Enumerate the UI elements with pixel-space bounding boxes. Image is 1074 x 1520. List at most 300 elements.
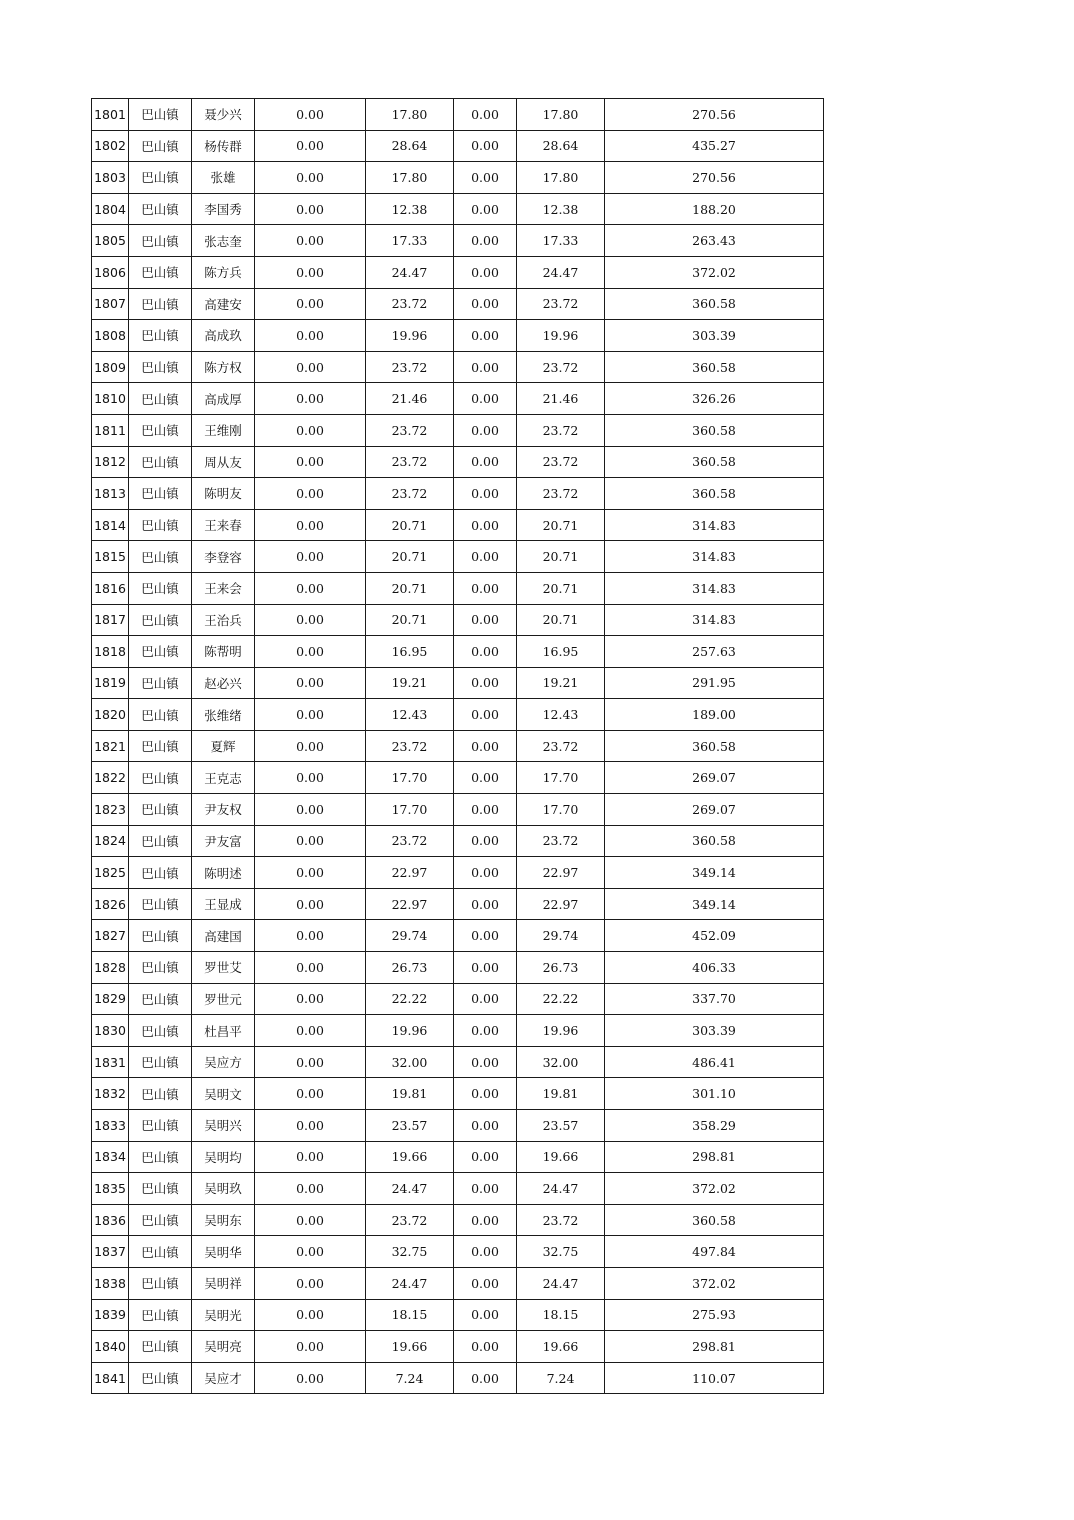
- value-col2-cell: 24.47: [366, 1173, 454, 1205]
- name-cell: 吴明祥: [192, 1267, 255, 1299]
- value-col4-cell: 22.97: [517, 857, 605, 889]
- town-cell: 巴山镇: [129, 920, 192, 952]
- row-number: 1805: [92, 225, 129, 257]
- value-col1-cell: 0.00: [255, 762, 366, 794]
- value-col4-cell: 23.72: [517, 288, 605, 320]
- row-number: 1806: [92, 256, 129, 288]
- town-cell: 巴山镇: [129, 1046, 192, 1078]
- value-col3-cell: 0.00: [454, 888, 517, 920]
- value-col4-cell: 19.96: [517, 320, 605, 352]
- value-col3-cell: 0.00: [454, 857, 517, 889]
- name-cell: 王来会: [192, 572, 255, 604]
- value-col3-cell: 0.00: [454, 288, 517, 320]
- value-col4-cell: 19.21: [517, 667, 605, 699]
- name-cell: 张维绪: [192, 699, 255, 731]
- row-number: 1834: [92, 1141, 129, 1173]
- value-col3-cell: 0.00: [454, 952, 517, 984]
- value-col2-cell: 23.72: [366, 730, 454, 762]
- name-cell: 尹友权: [192, 794, 255, 826]
- value-col1-cell: 0.00: [255, 383, 366, 415]
- amount-cell: 372.02: [605, 1173, 824, 1205]
- table-row: [92, 509, 824, 541]
- value-col1-cell: 0.00: [255, 1141, 366, 1173]
- name-cell: 高建安: [192, 288, 255, 320]
- value-col2-cell: 24.47: [366, 256, 454, 288]
- row-number: 1820: [92, 699, 129, 731]
- value-col2-cell: 12.43: [366, 699, 454, 731]
- table-row: [92, 1173, 824, 1205]
- value-col3-cell: 0.00: [454, 1204, 517, 1236]
- value-col3-cell: 0.00: [454, 794, 517, 826]
- name-cell: 张志奎: [192, 225, 255, 257]
- town-cell: 巴山镇: [129, 162, 192, 194]
- value-col3-cell: 0.00: [454, 1015, 517, 1047]
- value-col3-cell: 0.00: [454, 414, 517, 446]
- amount-cell: 372.02: [605, 256, 824, 288]
- value-col4-cell: 22.97: [517, 888, 605, 920]
- value-col2-cell: 17.80: [366, 162, 454, 194]
- value-col4-cell: 17.70: [517, 794, 605, 826]
- town-cell: 巴山镇: [129, 1236, 192, 1268]
- value-col1-cell: 0.00: [255, 1204, 366, 1236]
- value-col3-cell: 0.00: [454, 193, 517, 225]
- value-col2-cell: 17.70: [366, 794, 454, 826]
- name-cell: 尹友富: [192, 825, 255, 857]
- value-col1-cell: 0.00: [255, 1110, 366, 1142]
- table-row: [92, 1267, 824, 1299]
- name-cell: 高成厚: [192, 383, 255, 415]
- value-col4-cell: 23.72: [517, 730, 605, 762]
- table-row: [92, 1078, 824, 1110]
- value-col1-cell: 0.00: [255, 193, 366, 225]
- value-col2-cell: 7.24: [366, 1362, 454, 1394]
- value-col4-cell: 24.47: [517, 1267, 605, 1299]
- value-col1-cell: 0.00: [255, 414, 366, 446]
- value-col4-cell: 23.72: [517, 351, 605, 383]
- value-col2-cell: 20.71: [366, 541, 454, 573]
- amount-cell: 372.02: [605, 1267, 824, 1299]
- town-cell: 巴山镇: [129, 888, 192, 920]
- row-number: 1838: [92, 1267, 129, 1299]
- town-cell: 巴山镇: [129, 225, 192, 257]
- name-cell: 陈明述: [192, 857, 255, 889]
- table-row: [92, 762, 824, 794]
- value-col1-cell: 0.00: [255, 730, 366, 762]
- value-col4-cell: 20.71: [517, 572, 605, 604]
- amount-cell: 360.58: [605, 288, 824, 320]
- town-cell: 巴山镇: [129, 509, 192, 541]
- value-col1-cell: 0.00: [255, 604, 366, 636]
- name-cell: 高建国: [192, 920, 255, 952]
- name-cell: 陈明友: [192, 478, 255, 510]
- amount-cell: 360.58: [605, 825, 824, 857]
- value-col1-cell: 0.00: [255, 1046, 366, 1078]
- value-col2-cell: 22.97: [366, 857, 454, 889]
- town-cell: 巴山镇: [129, 667, 192, 699]
- table-row: [92, 1141, 824, 1173]
- row-number: 1828: [92, 952, 129, 984]
- town-cell: 巴山镇: [129, 572, 192, 604]
- value-col3-cell: 0.00: [454, 572, 517, 604]
- value-col4-cell: 23.72: [517, 478, 605, 510]
- amount-cell: 486.41: [605, 1046, 824, 1078]
- value-col2-cell: 23.57: [366, 1110, 454, 1142]
- value-col2-cell: 19.66: [366, 1141, 454, 1173]
- value-col1-cell: 0.00: [255, 572, 366, 604]
- table-row: [92, 825, 824, 857]
- value-col2-cell: 22.22: [366, 983, 454, 1015]
- value-col4-cell: 17.80: [517, 162, 605, 194]
- row-number: 1807: [92, 288, 129, 320]
- row-number: 1819: [92, 667, 129, 699]
- amount-cell: 189.00: [605, 699, 824, 731]
- table-body: [92, 99, 824, 1394]
- value-col4-cell: 17.80: [517, 99, 605, 131]
- name-cell: 赵必兴: [192, 667, 255, 699]
- value-col3-cell: 0.00: [454, 636, 517, 668]
- name-cell: 周从友: [192, 446, 255, 478]
- value-col1-cell: 0.00: [255, 1299, 366, 1331]
- data-table: [91, 98, 824, 1394]
- value-col3-cell: 0.00: [454, 1267, 517, 1299]
- value-col1-cell: 0.00: [255, 888, 366, 920]
- value-col2-cell: 19.21: [366, 667, 454, 699]
- amount-cell: 360.58: [605, 730, 824, 762]
- amount-cell: 301.10: [605, 1078, 824, 1110]
- name-cell: 吴明玖: [192, 1173, 255, 1205]
- amount-cell: 314.83: [605, 509, 824, 541]
- row-number: 1840: [92, 1331, 129, 1363]
- value-col2-cell: 23.72: [366, 414, 454, 446]
- town-cell: 巴山镇: [129, 541, 192, 573]
- amount-cell: 298.81: [605, 1141, 824, 1173]
- table-row: [92, 193, 824, 225]
- table-row: [92, 446, 824, 478]
- row-number: 1837: [92, 1236, 129, 1268]
- table-row: [92, 1299, 824, 1331]
- value-col2-cell: 19.96: [366, 1015, 454, 1047]
- value-col2-cell: 23.72: [366, 1204, 454, 1236]
- value-col3-cell: 0.00: [454, 478, 517, 510]
- town-cell: 巴山镇: [129, 478, 192, 510]
- name-cell: 吴应方: [192, 1046, 255, 1078]
- value-col3-cell: 0.00: [454, 1078, 517, 1110]
- table-row: [92, 1331, 824, 1363]
- row-number: 1802: [92, 130, 129, 162]
- amount-cell: 360.58: [605, 351, 824, 383]
- value-col2-cell: 29.74: [366, 920, 454, 952]
- value-col2-cell: 17.70: [366, 762, 454, 794]
- amount-cell: 314.83: [605, 572, 824, 604]
- amount-cell: 257.63: [605, 636, 824, 668]
- name-cell: 杜昌平: [192, 1015, 255, 1047]
- amount-cell: 298.81: [605, 1331, 824, 1363]
- value-col2-cell: 19.81: [366, 1078, 454, 1110]
- value-col4-cell: 19.81: [517, 1078, 605, 1110]
- value-col1-cell: 0.00: [255, 99, 366, 131]
- value-col4-cell: 23.72: [517, 1204, 605, 1236]
- name-cell: 高成玖: [192, 320, 255, 352]
- town-cell: 巴山镇: [129, 825, 192, 857]
- value-col4-cell: 17.33: [517, 225, 605, 257]
- value-col4-cell: 19.96: [517, 1015, 605, 1047]
- value-col2-cell: 19.66: [366, 1331, 454, 1363]
- amount-cell: 360.58: [605, 446, 824, 478]
- value-col3-cell: 0.00: [454, 351, 517, 383]
- town-cell: 巴山镇: [129, 1078, 192, 1110]
- value-col4-cell: 19.66: [517, 1331, 605, 1363]
- town-cell: 巴山镇: [129, 351, 192, 383]
- value-col2-cell: 32.00: [366, 1046, 454, 1078]
- row-number: 1818: [92, 636, 129, 668]
- table-row: [92, 572, 824, 604]
- value-col1-cell: 0.00: [255, 920, 366, 952]
- value-col2-cell: 22.97: [366, 888, 454, 920]
- value-col4-cell: 20.71: [517, 509, 605, 541]
- town-cell: 巴山镇: [129, 414, 192, 446]
- row-number: 1823: [92, 794, 129, 826]
- town-cell: 巴山镇: [129, 762, 192, 794]
- row-number: 1801: [92, 99, 129, 131]
- table-row: [92, 888, 824, 920]
- value-col1-cell: 0.00: [255, 130, 366, 162]
- table-row: [92, 162, 824, 194]
- value-col2-cell: 20.71: [366, 604, 454, 636]
- table-row: [92, 952, 824, 984]
- row-number: 1826: [92, 888, 129, 920]
- town-cell: 巴山镇: [129, 130, 192, 162]
- town-cell: 巴山镇: [129, 952, 192, 984]
- value-col3-cell: 0.00: [454, 99, 517, 131]
- value-col4-cell: 24.47: [517, 256, 605, 288]
- value-col2-cell: 16.95: [366, 636, 454, 668]
- value-col4-cell: 23.72: [517, 825, 605, 857]
- name-cell: 李国秀: [192, 193, 255, 225]
- town-cell: 巴山镇: [129, 1015, 192, 1047]
- town-cell: 巴山镇: [129, 1204, 192, 1236]
- value-col3-cell: 0.00: [454, 320, 517, 352]
- value-col2-cell: 19.96: [366, 320, 454, 352]
- value-col4-cell: 7.24: [517, 1362, 605, 1394]
- table-row: [92, 730, 824, 762]
- value-col3-cell: 0.00: [454, 920, 517, 952]
- name-cell: 吴明华: [192, 1236, 255, 1268]
- row-number: 1827: [92, 920, 129, 952]
- table-row: [92, 414, 824, 446]
- value-col1-cell: 0.00: [255, 320, 366, 352]
- value-col1-cell: 0.00: [255, 699, 366, 731]
- name-cell: 吴明东: [192, 1204, 255, 1236]
- value-col1-cell: 0.00: [255, 952, 366, 984]
- town-cell: 巴山镇: [129, 1173, 192, 1205]
- row-number: 1822: [92, 762, 129, 794]
- value-col1-cell: 0.00: [255, 541, 366, 573]
- row-number: 1816: [92, 572, 129, 604]
- town-cell: 巴山镇: [129, 636, 192, 668]
- row-number: 1821: [92, 730, 129, 762]
- value-col3-cell: 0.00: [454, 730, 517, 762]
- value-col3-cell: 0.00: [454, 446, 517, 478]
- value-col4-cell: 16.95: [517, 636, 605, 668]
- town-cell: 巴山镇: [129, 1331, 192, 1363]
- value-col3-cell: 0.00: [454, 667, 517, 699]
- row-number: 1811: [92, 414, 129, 446]
- table-row: [92, 1236, 824, 1268]
- value-col3-cell: 0.00: [454, 604, 517, 636]
- value-col2-cell: 28.64: [366, 130, 454, 162]
- amount-cell: 270.56: [605, 162, 824, 194]
- value-col2-cell: 17.80: [366, 99, 454, 131]
- name-cell: 王显成: [192, 888, 255, 920]
- row-number: 1804: [92, 193, 129, 225]
- table-row: [92, 636, 824, 668]
- value-col3-cell: 0.00: [454, 509, 517, 541]
- name-cell: 吴应才: [192, 1362, 255, 1394]
- amount-cell: 275.93: [605, 1299, 824, 1331]
- town-cell: 巴山镇: [129, 1362, 192, 1394]
- value-col2-cell: 17.33: [366, 225, 454, 257]
- town-cell: 巴山镇: [129, 99, 192, 131]
- amount-cell: 188.20: [605, 193, 824, 225]
- value-col2-cell: 23.72: [366, 446, 454, 478]
- name-cell: 杨传群: [192, 130, 255, 162]
- town-cell: 巴山镇: [129, 983, 192, 1015]
- value-col2-cell: 23.72: [366, 288, 454, 320]
- table-row: [92, 604, 824, 636]
- value-col4-cell: 18.15: [517, 1299, 605, 1331]
- value-col4-cell: 21.46: [517, 383, 605, 415]
- town-cell: 巴山镇: [129, 730, 192, 762]
- name-cell: 吴明兴: [192, 1110, 255, 1142]
- name-cell: 吴明光: [192, 1299, 255, 1331]
- amount-cell: 435.27: [605, 130, 824, 162]
- amount-cell: 269.07: [605, 794, 824, 826]
- value-col1-cell: 0.00: [255, 478, 366, 510]
- table-row: [92, 288, 824, 320]
- town-cell: 巴山镇: [129, 1141, 192, 1173]
- name-cell: 王来春: [192, 509, 255, 541]
- town-cell: 巴山镇: [129, 604, 192, 636]
- row-number: 1817: [92, 604, 129, 636]
- value-col4-cell: 20.71: [517, 541, 605, 573]
- town-cell: 巴山镇: [129, 193, 192, 225]
- value-col4-cell: 22.22: [517, 983, 605, 1015]
- value-col4-cell: 24.47: [517, 1173, 605, 1205]
- amount-cell: 303.39: [605, 1015, 824, 1047]
- row-number: 1815: [92, 541, 129, 573]
- value-col1-cell: 0.00: [255, 225, 366, 257]
- value-col4-cell: 23.72: [517, 446, 605, 478]
- value-col3-cell: 0.00: [454, 825, 517, 857]
- name-cell: 罗世艾: [192, 952, 255, 984]
- value-col4-cell: 32.75: [517, 1236, 605, 1268]
- value-col4-cell: 12.38: [517, 193, 605, 225]
- row-number: 1814: [92, 509, 129, 541]
- table-row: [92, 699, 824, 731]
- value-col1-cell: 0.00: [255, 1078, 366, 1110]
- row-number: 1832: [92, 1078, 129, 1110]
- value-col4-cell: 17.70: [517, 762, 605, 794]
- value-col4-cell: 32.00: [517, 1046, 605, 1078]
- value-col1-cell: 0.00: [255, 509, 366, 541]
- value-col2-cell: 20.71: [366, 509, 454, 541]
- row-number: 1836: [92, 1204, 129, 1236]
- value-col3-cell: 0.00: [454, 983, 517, 1015]
- value-col3-cell: 0.00: [454, 1236, 517, 1268]
- table-row: [92, 99, 824, 131]
- row-number: 1833: [92, 1110, 129, 1142]
- name-cell: 王克志: [192, 762, 255, 794]
- amount-cell: 349.14: [605, 888, 824, 920]
- row-number: 1810: [92, 383, 129, 415]
- amount-cell: 360.58: [605, 478, 824, 510]
- table-row: [92, 1362, 824, 1394]
- value-col4-cell: 23.57: [517, 1110, 605, 1142]
- table-row: [92, 1046, 824, 1078]
- table-row: [92, 130, 824, 162]
- town-cell: 巴山镇: [129, 699, 192, 731]
- amount-cell: 358.29: [605, 1110, 824, 1142]
- table-row: [92, 857, 824, 889]
- table-row: [92, 983, 824, 1015]
- value-col3-cell: 0.00: [454, 225, 517, 257]
- value-col1-cell: 0.00: [255, 446, 366, 478]
- name-cell: 张雄: [192, 162, 255, 194]
- amount-cell: 406.33: [605, 952, 824, 984]
- value-col1-cell: 0.00: [255, 1015, 366, 1047]
- town-cell: 巴山镇: [129, 1267, 192, 1299]
- name-cell: 陈方兵: [192, 256, 255, 288]
- value-col3-cell: 0.00: [454, 1046, 517, 1078]
- value-col3-cell: 0.00: [454, 1141, 517, 1173]
- amount-cell: 269.07: [605, 762, 824, 794]
- value-col1-cell: 0.00: [255, 288, 366, 320]
- table-row: [92, 541, 824, 573]
- value-col2-cell: 21.46: [366, 383, 454, 415]
- amount-cell: 291.95: [605, 667, 824, 699]
- value-col2-cell: 18.15: [366, 1299, 454, 1331]
- table-row: [92, 478, 824, 510]
- amount-cell: 263.43: [605, 225, 824, 257]
- value-col1-cell: 0.00: [255, 1173, 366, 1205]
- value-col4-cell: 12.43: [517, 699, 605, 731]
- value-col1-cell: 0.00: [255, 162, 366, 194]
- town-cell: 巴山镇: [129, 446, 192, 478]
- amount-cell: 337.70: [605, 983, 824, 1015]
- amount-cell: 360.58: [605, 1204, 824, 1236]
- name-cell: 吴明均: [192, 1141, 255, 1173]
- value-col3-cell: 0.00: [454, 1110, 517, 1142]
- value-col3-cell: 0.00: [454, 130, 517, 162]
- value-col1-cell: 0.00: [255, 256, 366, 288]
- value-col3-cell: 0.00: [454, 762, 517, 794]
- town-cell: 巴山镇: [129, 320, 192, 352]
- town-cell: 巴山镇: [129, 383, 192, 415]
- table-row: [92, 256, 824, 288]
- row-number: 1825: [92, 857, 129, 889]
- value-col1-cell: 0.00: [255, 1267, 366, 1299]
- name-cell: 王维刚: [192, 414, 255, 446]
- value-col3-cell: 0.00: [454, 383, 517, 415]
- name-cell: 陈方权: [192, 351, 255, 383]
- amount-cell: 314.83: [605, 541, 824, 573]
- name-cell: 陈帮明: [192, 636, 255, 668]
- amount-cell: 110.07: [605, 1362, 824, 1394]
- table-row: [92, 351, 824, 383]
- value-col1-cell: 0.00: [255, 857, 366, 889]
- row-number: 1808: [92, 320, 129, 352]
- table-row: [92, 383, 824, 415]
